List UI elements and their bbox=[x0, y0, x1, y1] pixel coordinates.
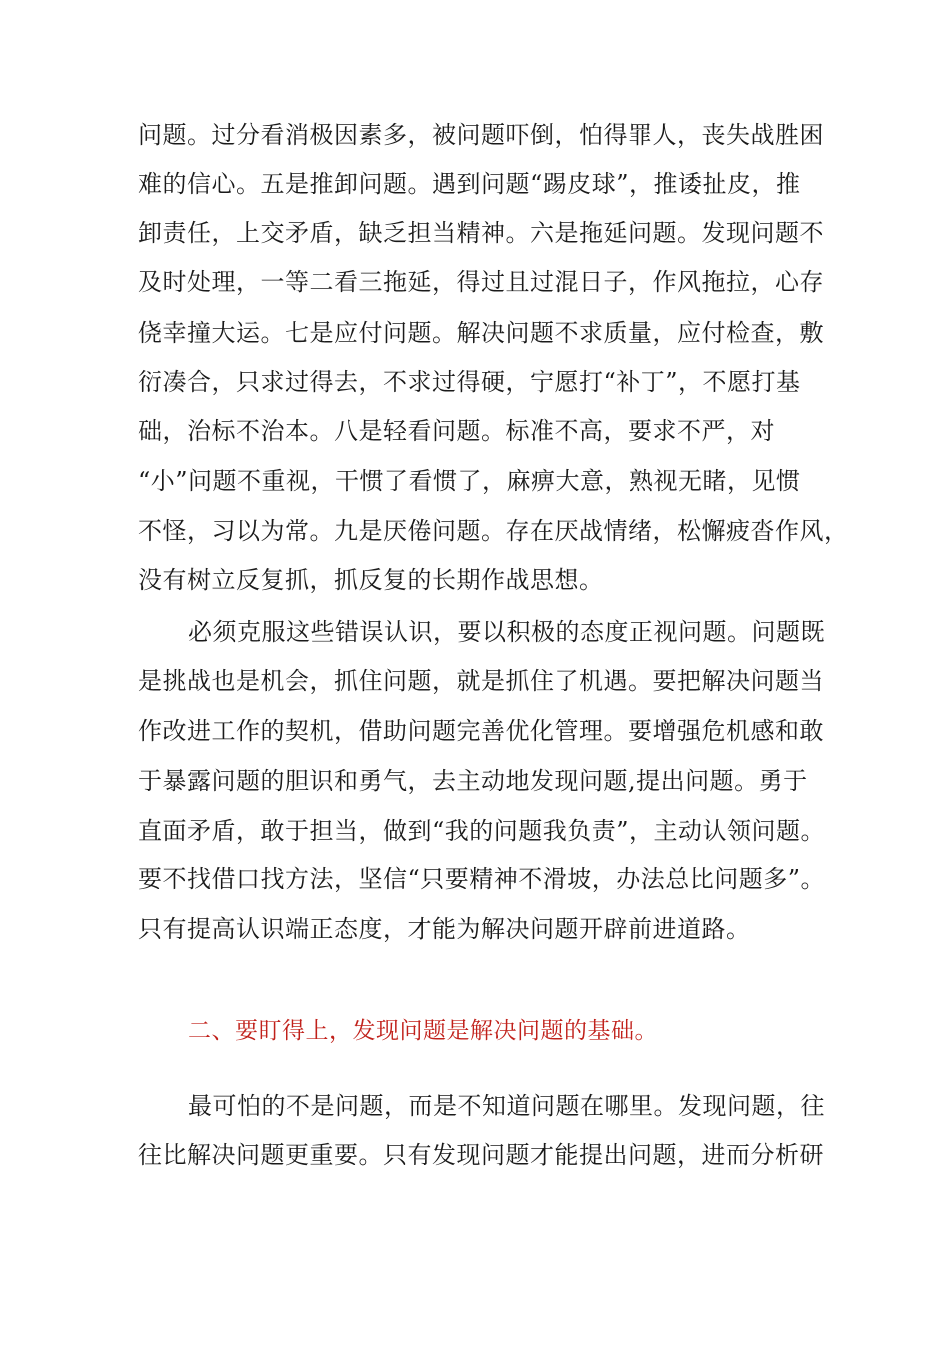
paragraph-2-line-5: 直面矛盾，敢于担当，做到“我的问题我负责”，主动认领问题。 bbox=[138, 817, 826, 845]
section-heading: 二、要盯得上，发现问题是解决问题的基础。 bbox=[188, 1018, 658, 1044]
paragraph-1-line-9: 不怪，习以为常。九是厌倦问题。存在厌战情绪，松懈疲沓作风， bbox=[138, 517, 849, 545]
paragraph-3-line-1: 最可怕的不是问题，而是不知道问题在哪里。发现问题，往 bbox=[188, 1092, 825, 1120]
paragraph-3-line-2: 往比解决问题更重要。只有发现问题才能提出问题，进而分析研 bbox=[138, 1141, 824, 1169]
paragraph-1-line-3: 卸责任，上交矛盾，缺乏担当精神。六是拖延问题。发现问题不 bbox=[138, 219, 824, 247]
paragraph-2-line-6: 要不找借口找方法，坚信“只要精神不滑坡，办法总比问题多”。 bbox=[138, 865, 826, 893]
paragraph-1-line-6: 衍凑合，只求过得去，不求过得硬，宁愿打“补丁”，不愿打基 bbox=[138, 368, 801, 396]
paragraph-1-line-1: 问题。过分看消极因素多，被问题吓倒，怕得罪人，丧失战胜困 bbox=[138, 121, 824, 149]
paragraph-1-line-5: 侥幸撞大运。七是应付问题。解决问题不求质量，应付检查，敷 bbox=[138, 319, 824, 347]
paragraph-2-line-1: 必须克服这些错误认识，要以积极的态度正视问题。问题既 bbox=[188, 618, 825, 646]
paragraph-1-line-2: 难的信心。五是推卸问题。遇到问题“踢皮球”，推诿扯皮，推 bbox=[138, 170, 801, 198]
paragraph-1-line-7: 础，治标不治本。八是轻看问题。标准不高，要求不严，对 bbox=[138, 417, 775, 445]
paragraph-2-line-3: 作改进工作的契机，借助问题完善优化管理。要增强危机感和敢 bbox=[138, 717, 824, 745]
paragraph-2-line-7: 只有提高认识端正态度，才能为解决问题开辟前进道路。 bbox=[138, 915, 751, 943]
paragraph-2-line-2: 是挑战也是机会，抓住问题，就是抓住了机遇。要把解决问题当 bbox=[138, 667, 824, 695]
paragraph-1-line-4: 及时处理，一等二看三拖延，得过且过混日子，作风拖拉，心存 bbox=[138, 268, 824, 296]
paragraph-1-line-10: 没有树立反复抓，抓反复的长期作战思想。 bbox=[138, 566, 604, 594]
paragraph-2-line-4: 于暴露问题的胆识和勇气，去主动地发现问题,提出问题。勇于 bbox=[138, 767, 808, 795]
paragraph-1-line-8: “小”问题不重视，干惯了看惯了，麻痹大意，熟视无睹，见惯 bbox=[138, 467, 801, 495]
